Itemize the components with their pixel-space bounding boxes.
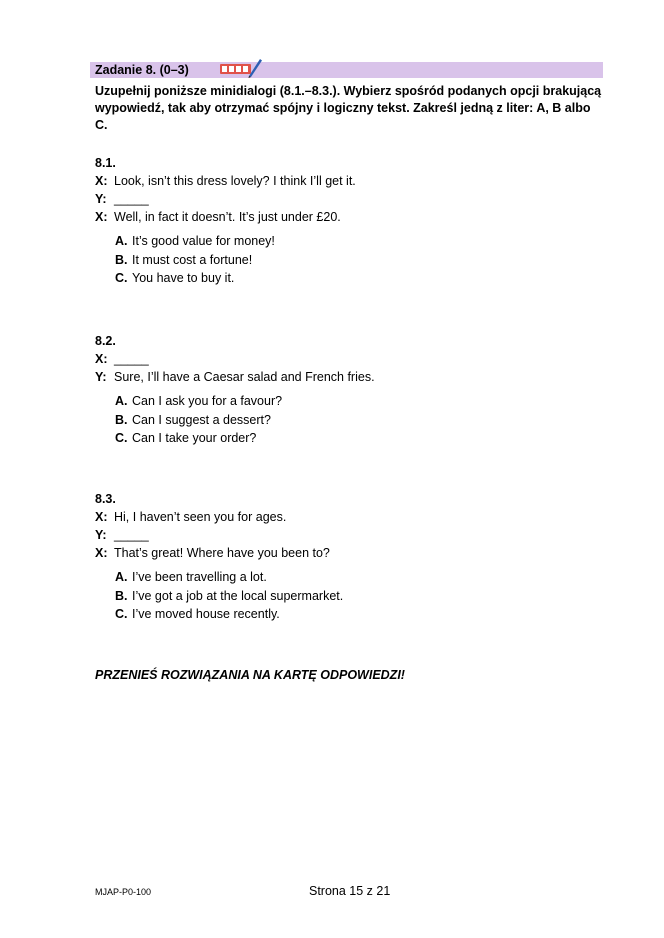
option-a[interactable]: [115, 392, 595, 411]
answer-blank: _____: [114, 352, 149, 366]
answer-options: [95, 232, 595, 288]
option-letter: C.: [115, 271, 128, 285]
dialogue-task-8-1: [95, 154, 595, 288]
speaker-label: Y:: [95, 192, 107, 206]
option-letter: B.: [115, 412, 128, 427]
option-c[interactable]: [115, 269, 595, 288]
option-letter: B.: [115, 588, 128, 603]
dialogue-task-8-3: [95, 490, 595, 624]
speaker-label: Y:: [95, 528, 107, 542]
option-b[interactable]: [115, 411, 595, 430]
task-number: 8.3.: [95, 492, 116, 506]
page-number: Strona 15 z 21: [309, 884, 391, 898]
speaker-label: X:: [95, 546, 108, 560]
task-instruction: Uzupełnij poniższe minidialogi (8.1.–8.3.). Wybierz spośród podanych opcji brakującą wypowiedź, tak aby otrzymać spójny i logiczny tekst. Zakreśl jedną z liter: A, B albo C.: [95, 84, 602, 132]
option-letter: C.: [115, 607, 128, 621]
speaker-label: X:: [95, 210, 108, 224]
option-a[interactable]: [115, 568, 595, 587]
dialogue-text: Well, in fact it doesn’t. It’s just under £20.: [114, 210, 341, 224]
dialogue-task-8-2: [95, 332, 595, 448]
option-letter: A.: [115, 570, 128, 584]
option-text: I’ve got a job at the local supermarket.: [132, 588, 344, 603]
dialogue-line: [95, 544, 595, 562]
option-b[interactable]: [115, 251, 595, 270]
option-b[interactable]: [115, 587, 595, 606]
answer-options: [95, 392, 595, 448]
task-number: 8.1.: [95, 156, 116, 170]
option-letter: A.: [115, 394, 128, 408]
dialogue-line: [95, 190, 595, 208]
option-a[interactable]: [115, 232, 595, 251]
dialogue-line: [95, 526, 595, 544]
dialogue-text: That’s great! Where have you been to?: [114, 546, 330, 560]
speaker-label: X:: [95, 174, 108, 188]
exam-code: MJAP-P0-100: [95, 887, 152, 897]
dialogue-line: [95, 368, 595, 386]
option-text: I’ve moved house recently.: [132, 607, 280, 621]
dialogue-text: Look, isn’t this dress lovely? I think I’ll get it.: [114, 174, 356, 188]
answer-blank: _____: [114, 528, 149, 542]
option-text: It’s good value for money!: [132, 234, 275, 248]
option-letter: A.: [115, 234, 128, 248]
speaker-label: X:: [95, 352, 108, 366]
option-text: I’ve been travelling a lot.: [132, 570, 267, 584]
answer-blank: _____: [114, 192, 149, 206]
dialogue-text: Sure, I’ll have a Caesar salad and French fries.: [114, 370, 375, 384]
dialogue-line: [95, 208, 595, 226]
option-letter: C.: [115, 431, 128, 445]
option-text: It must cost a fortune!: [132, 252, 253, 267]
transfer-answers-note: PRZENIEŚ ROZWIĄZANIA NA KARTĘ ODPOWIEDZI!: [95, 668, 405, 682]
option-c[interactable]: [115, 605, 595, 624]
option-letter: B.: [115, 252, 128, 267]
option-text: Can I suggest a dessert?: [132, 412, 271, 427]
dialogue-line: [95, 350, 595, 368]
writing-pen-icon: [219, 56, 263, 78]
option-text: Can I take your order?: [132, 431, 257, 445]
dialogue-line: [95, 508, 595, 526]
speaker-label: X:: [95, 510, 108, 524]
task-title: Zadanie 8. (0–3): [95, 63, 189, 77]
option-c[interactable]: [115, 429, 595, 448]
option-text: Can I ask you for a favour?: [132, 394, 283, 408]
answer-options: [95, 568, 595, 624]
speaker-label: Y:: [95, 370, 107, 384]
dialogue-line: [95, 172, 595, 190]
option-text: You have to buy it.: [132, 271, 235, 285]
dialogue-text: Hi, I haven’t seen you for ages.: [114, 510, 287, 524]
task-number: 8.2.: [95, 334, 116, 348]
